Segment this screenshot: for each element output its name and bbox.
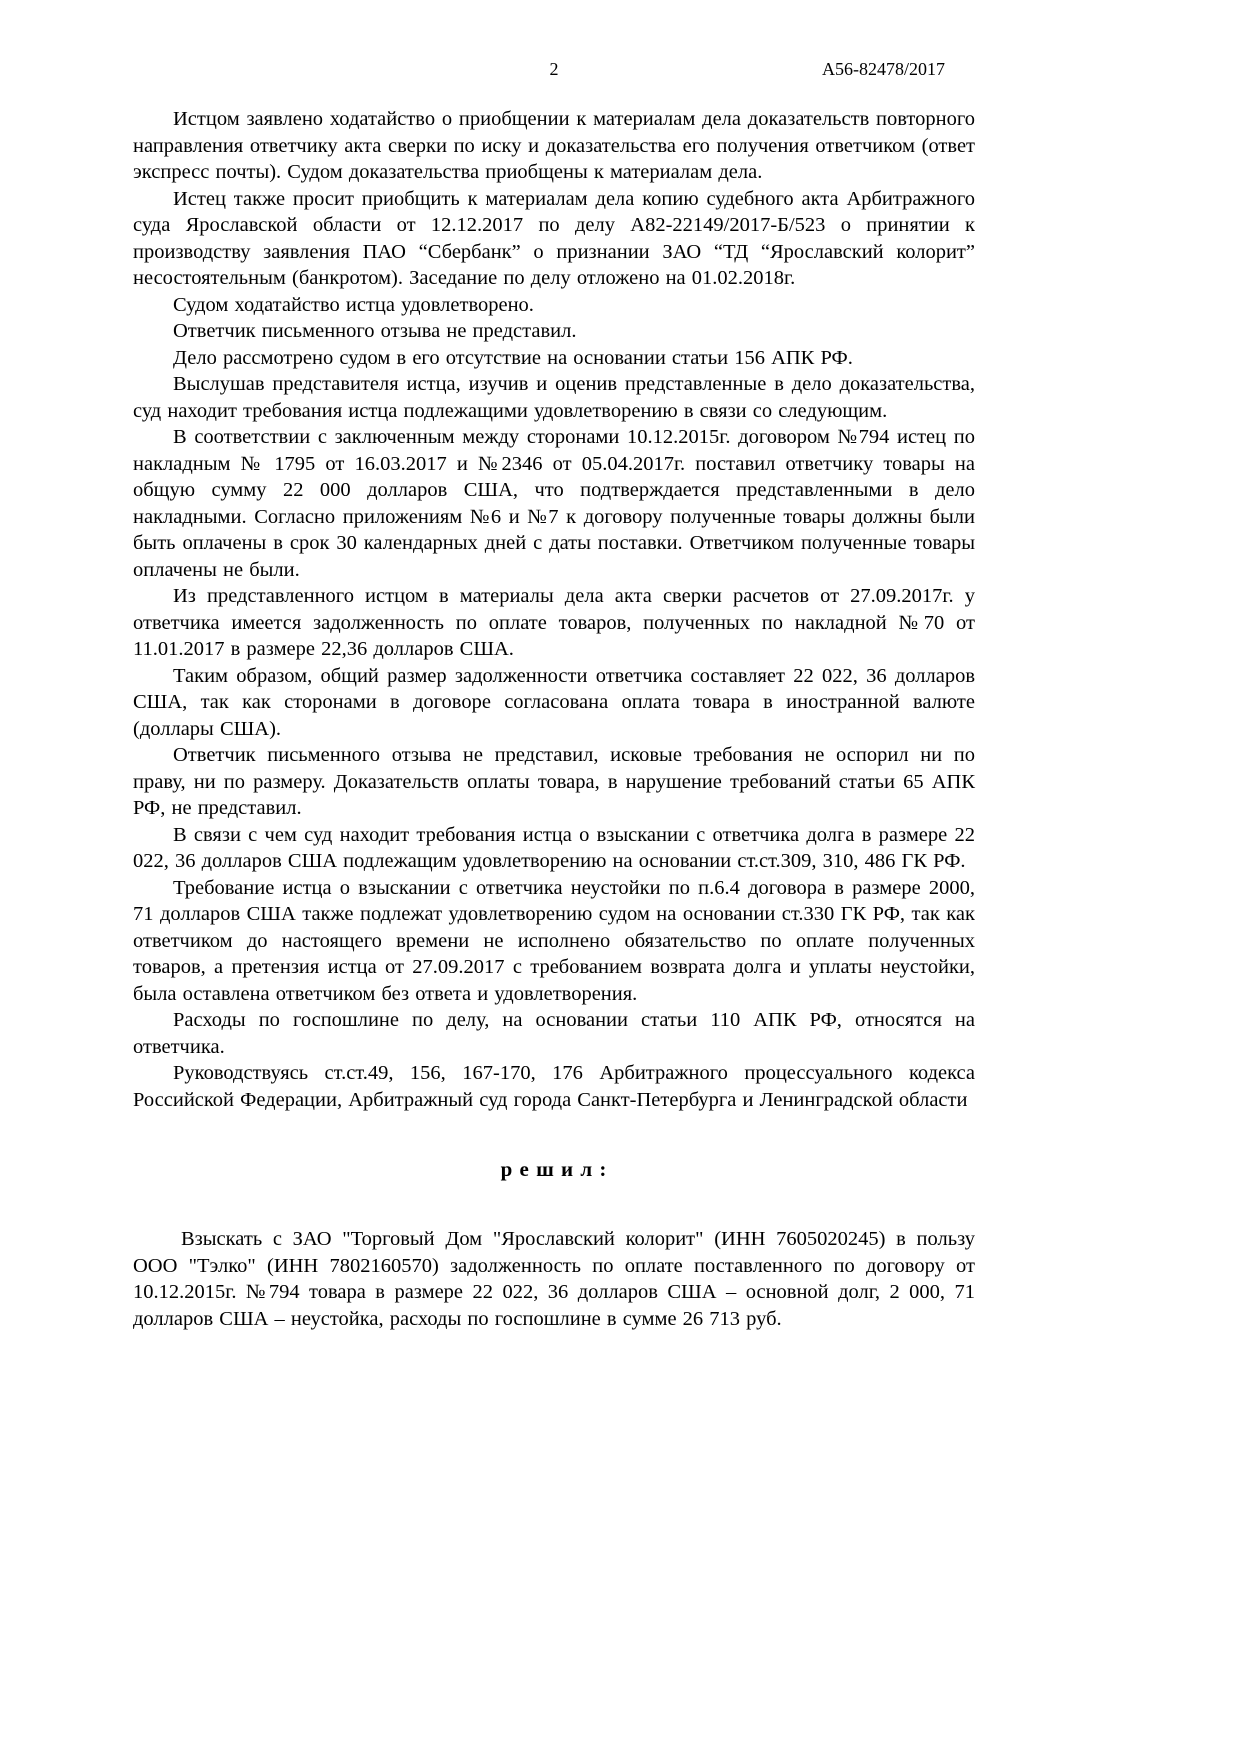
paragraph: Истцом заявлено ходатайство о приобщении к материалам дела доказательств повторного направления ответчику акта сверки по иску и доказательства его получения ответчиком (ответ экспресс почты). Судом доказательства приобщены к материалам дела. — [133, 108, 975, 183]
paragraph: Руководствуясь ст.ст.49, 156, 167-170, 176 Арбитражного процессуального кодекса Российской Федерации, Арбитражный суд города Санкт-Петербурга и Ленинградской области — [133, 1062, 975, 1111]
paragraph: Выслушав представителя истца, изучив и оценив представленные в дело доказательства, суд находит требования истца подлежащими удовлетворению в связи со следующим. — [133, 373, 975, 422]
paragraph: Ответчик письменного отзыва не представил, исковые требования не оспорил ни по праву, ни по размеру. Доказательств оплаты товара, в нарушение требований статьи 65 АПК РФ, не представил. — [133, 744, 975, 819]
paragraph: В соответствии с заключенным между сторонами 10.12.2015г. договором №794 истец по накладным № 1795 от 16.03.2017 и №2346 от 05.04.2017г. поставил ответчику товары на общую сумму 22 000 долларов США, что подтверждается представленными в дело накладными. Согласно приложениям №6 и №7 к договору полученные товары должны были быть оплачены в срок 30 календарных дней с даты поставки. Ответчиком полученные товары оплачены не были. — [133, 426, 975, 581]
paragraph: В связи с чем суд находит требования истца о взыскании с ответчика долга в размере 22 022, 36 долларов США подлежащим удовлетворению на основании ст.ст.309, 310, 486 ГК РФ. — [133, 823, 975, 872]
document-body — [133, 106, 975, 1113]
case-number: А56-82478/2017 — [822, 59, 945, 79]
paragraph: Ответчик письменного отзыва не представил. — [173, 320, 577, 342]
paragraph: Судом ходатайство истца удовлетворено. — [173, 293, 534, 316]
paragraph: Дело рассмотрено судом в его отсутствие на основании статьи 156 АПК РФ. — [173, 346, 853, 369]
resolution-heading: р е ш и л : — [500, 1157, 608, 1181]
paragraph: Расходы по госпошлине по делу, на основании статьи 110 АПК РФ, относятся на ответчика. — [133, 1009, 975, 1058]
page-header — [133, 58, 975, 82]
resolution-body — [133, 1226, 975, 1332]
paragraph: Таким образом, общий размер задолженности ответчика составляет 22 022, 36 долларов США, так как сторонами в договоре согласована оплата товара в иностранной валюте (доллары США). — [133, 664, 975, 740]
paragraph: Требование истца о взыскании с ответчика неустойки по п.6.4 договора в размере 2000, 71 долларов США также подлежат удовлетворению судом на основании ст.330 ГК РФ, так как ответчиком до настоящего времени не исполнено обязательство по оплате полученных товаров, а претензия истца от 27.09.2017 с требованием возврата долга и уплаты неустойки, была оставлена ответчиком без ответа и удовлетворения. — [133, 876, 975, 1005]
paragraph: Из представленного истцом в материалы дела акта сверки расчетов от 27.09.2017г. у ответчика имеется задолженность по оплате товаров, полученных по накладной №70 от 11.01.2017 в размере 22,36 долларов США. — [133, 585, 975, 660]
page-number: 2 — [549, 59, 559, 79]
paragraph: Взыскать с ЗАО "Торговый Дом "Ярославский колорит" (ИНН 7605020245) в пользу ООО "Тэлко" (ИНН 7802160570) задолженность по оплате поставленного по договору от 10.12.2015г. №794 товара в размере 22 022, 36 долларов США – основной долг, 2 000, 71 долларов США – неустойка, расходы по госпошлине в сумме 26 713 руб. — [133, 1228, 975, 1330]
paragraph: Истец также просит приобщить к материалам дела копию судебного акта Арбитражного суда Ярославской области от 12.12.2017 по делу А82-22149/2017-Б/523 о принятии к производству заявления ПАО “Сбербанк” о признании ЗАО “ТД “Ярославский колорит” несостоятельным (банкротом). Заседание по делу отложено на 01.02.2018г. — [133, 187, 975, 289]
